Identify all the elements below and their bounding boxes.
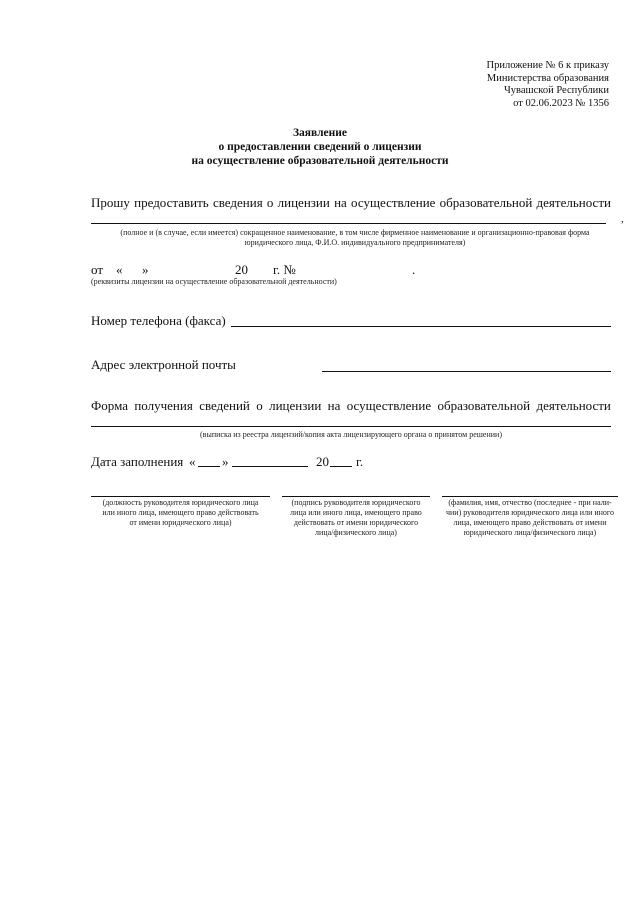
fill-date-quote-close: »: [222, 454, 229, 469]
note-line: (подпись руководителя юридического: [291, 498, 421, 507]
request-text: [91, 195, 611, 211]
license-from-label: от: [91, 262, 104, 277]
title-line: о предоставлении сведений о лицензии: [218, 141, 422, 153]
fill-date-year-suffix: г.: [356, 454, 364, 469]
document-title: [0, 126, 640, 168]
receipt-word: на: [327, 398, 341, 413]
position-note: [91, 498, 270, 528]
note-line: действовать от имени юридического: [293, 518, 419, 527]
receipt-word: лицензии: [269, 398, 322, 413]
email-label: Адрес электронной почты: [91, 357, 236, 372]
annex-line: Приложение № 6 к приказу: [486, 60, 609, 71]
request-word: осуществление: [351, 195, 436, 210]
phone-field[interactable]: [231, 326, 611, 327]
request-word: предоставить: [134, 195, 209, 210]
receipt-word: Форма: [91, 398, 128, 413]
signature-note: [282, 498, 430, 538]
request-word: сведения: [212, 195, 263, 210]
organization-name-field[interactable]: [91, 223, 606, 224]
note-line: (полное и (в случае, если имеется) сокращенное наименование, в том числе фирменное наименование и организационно-правовая форма: [120, 228, 590, 237]
note-line: юридического лица, Ф.И.О. индивидуального предпринимателя): [244, 238, 466, 247]
receipt-word: о: [256, 398, 263, 413]
receipt-word: образовательной: [437, 398, 531, 413]
fill-date-quote-open: «: [189, 454, 196, 469]
annex-header: [487, 60, 610, 110]
note-line: от имени юридического лица): [129, 518, 232, 527]
request-word: Прошу: [91, 195, 130, 210]
fill-date-month-field[interactable]: [232, 466, 308, 467]
trailing-comma: ,: [621, 213, 624, 225]
form-of-receipt-field[interactable]: [91, 426, 611, 427]
receipt-word: осуществление: [346, 398, 432, 413]
receipt-word: сведений: [199, 398, 250, 413]
fill-date-year-prefix: 20: [316, 454, 329, 469]
form-of-receipt-text: [91, 398, 611, 414]
license-details-note: (реквизиты лицензии на осуществление образовательной деятельности): [91, 277, 337, 286]
fill-date-year-field[interactable]: [330, 466, 352, 467]
request-word: лицензии: [277, 195, 330, 210]
license-number-label: г. №: [273, 262, 296, 277]
receipt-word: деятельности: [536, 398, 611, 413]
form-of-receipt-note: (выписка из реестра лицензий/копия акта лицензирующего органа о принятом решении): [200, 430, 502, 439]
note-line: (должность руководителя юридического лица: [102, 498, 259, 507]
position-field[interactable]: [91, 496, 270, 497]
title-line: на осуществление образовательной деятельности: [191, 155, 449, 167]
note-line: лица/физического лица): [315, 528, 397, 537]
email-field[interactable]: [322, 371, 611, 372]
annex-line: Министерства образования: [486, 72, 609, 84]
organization-name-note: [85, 228, 625, 248]
signature-field[interactable]: [282, 496, 430, 497]
note-line: лица или иного лица, имеющего право: [290, 508, 422, 517]
note-line: лица, имеющего право действовать от имени: [453, 518, 607, 527]
note-line: чии) руководителя юридического лица или иного: [446, 508, 614, 517]
request-word: деятельности: [536, 195, 611, 210]
license-period: .: [412, 262, 416, 277]
license-quote-open: «: [116, 262, 123, 277]
annex-line: Чувашской Республики: [503, 85, 609, 96]
license-year-prefix: 20: [235, 262, 248, 277]
note-line: юридического лица/физического лица): [463, 528, 597, 537]
fill-date-label: Дата заполнения: [91, 454, 184, 469]
note-line: (фамилия, имя, отчество (последнее - при нали-: [448, 498, 612, 507]
full-name-field[interactable]: [442, 496, 618, 497]
phone-label: Номер телефона (факса): [91, 313, 226, 328]
request-word: на: [334, 195, 347, 210]
fill-date-day-field[interactable]: [198, 466, 220, 467]
receipt-word: получения: [134, 398, 193, 413]
title-line: Заявление: [292, 127, 347, 139]
request-word: образовательной: [439, 195, 533, 210]
license-quote-close: »: [142, 262, 149, 277]
annex-line: от 02.06.2023 № 1356: [513, 97, 609, 109]
note-line: или иного лица, имеющего право действовать: [102, 508, 259, 517]
full-name-note: [438, 498, 622, 538]
request-word: о: [266, 195, 274, 210]
